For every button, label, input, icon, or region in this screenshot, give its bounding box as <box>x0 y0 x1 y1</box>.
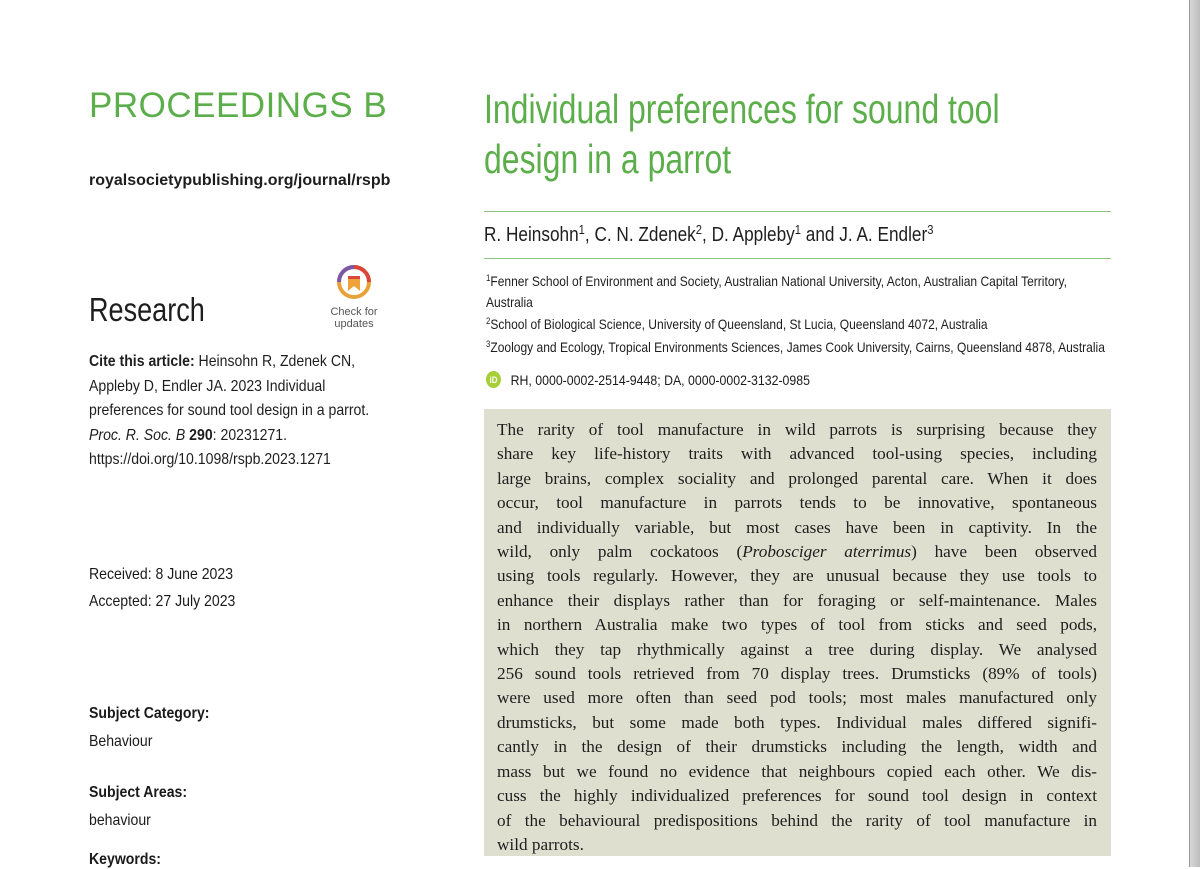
abstract-line: cuss the highly individualized preferences for sound tool design in context <box>497 786 1097 806</box>
author-name[interactable]: J. A. Endler <box>839 224 928 246</box>
abstract-line: drumsticks, but some made both types. Individual males differed signifi- <box>497 712 1097 732</box>
author-aff: 1 <box>578 221 585 237</box>
abstract-line: using tools regularly. However, they are unusual because they use tools to <box>497 566 1097 586</box>
subject-category-label: Subject Category: <box>89 705 210 722</box>
check-updates-icon <box>337 265 371 299</box>
check-for-updates-button[interactable] <box>326 265 382 330</box>
abstract-line: large brains, complex sociality and prolonged parental care. When it does <box>497 468 1097 488</box>
subject-areas-value[interactable]: behaviour <box>89 812 151 829</box>
cite-label: Cite this article: <box>89 353 195 370</box>
orcid-icon[interactable]: iD <box>486 371 501 388</box>
affiliation-3 <box>486 337 1105 358</box>
dates <box>89 561 235 615</box>
abstract-line: of the behavioural predispositions behind the rarity of tool manufacture in <box>497 810 1097 830</box>
abstract-line: wild parrots. <box>497 834 584 854</box>
title-rule <box>484 211 1111 212</box>
abstract-line: wild, only palm cockatoos (Probosciger aterrimus) have been observed <box>497 542 1097 562</box>
author-sep: and <box>800 224 840 246</box>
abstract-line: cantly in the design of their drumsticks including the length, width and <box>497 737 1097 757</box>
cite-journal: Proc. R. Soc. B <box>89 426 186 444</box>
page-edge-line <box>1189 0 1190 867</box>
cite-article: : 20231271. <box>212 426 288 444</box>
affiliation-text: Fenner School of Environment and Society, Australian National University, Acton, Australian Capital Territory, <box>490 273 1068 289</box>
journal-brand: PROCEEDINGS B <box>89 86 388 125</box>
article-title <box>484 84 1000 184</box>
page-edge <box>1190 0 1200 867</box>
cite-block <box>89 350 371 473</box>
section-heading: Research <box>89 291 205 328</box>
author-sep: , <box>701 224 712 246</box>
cite-volume: 290 <box>189 426 213 444</box>
subject-areas-label: Subject Areas: <box>89 784 188 801</box>
cite-text: Heinsohn R, Zdenek CN, Appleby D, Endler JA. 2023 Individual preferences for sound tool design in a parrot. <box>89 353 370 419</box>
journal-url[interactable]: royalsocietypublishing.org/journal/rspb <box>89 172 391 189</box>
subject-areas <box>89 779 187 835</box>
abstract-line: mass but we found no evidence that neighbours copied each other. We dis- <box>497 761 1097 781</box>
author-list <box>484 221 934 247</box>
author-aff: 1 <box>794 221 801 237</box>
orcid-row <box>486 371 810 388</box>
abstract-line: share key life-history traits with advanced tool-using species, including <box>497 444 1097 464</box>
keywords-label: Keywords: <box>89 851 161 868</box>
abstract-text <box>497 418 1097 857</box>
affiliation-text: Australia <box>486 294 533 310</box>
abstract-line: 256 sound tools retrieved from 70 display trees. Drumsticks (89% of tools) <box>497 664 1097 684</box>
abstract-line: were used more often than seed pod tools; most males manufactured only <box>497 688 1097 708</box>
subject-category-value: Behaviour <box>89 733 153 750</box>
author-name[interactable]: C. N. Zdenek <box>594 224 696 246</box>
author-name[interactable]: R. Heinsohn <box>484 224 579 246</box>
accepted-date: Accepted: 27 July 2023 <box>89 593 236 610</box>
title-line-2: design in a parrot <box>484 136 732 182</box>
affiliation-num: 2 <box>486 316 491 326</box>
abstract-box <box>484 409 1111 856</box>
check-updates-label: Check for updates <box>330 306 378 330</box>
abstract-line: The rarity of tool manufacture in wild parrots is surprising because they <box>497 420 1097 439</box>
cite-doi[interactable]: https://doi.org/10.1098/rspb.2023.1271 <box>89 451 331 468</box>
abstract-line: occur, tool manufacture in parrots tends to be innovative, spontaneous <box>497 493 1097 513</box>
title-line-1: Individual preferences for sound tool <box>484 86 1000 132</box>
authors-rule <box>484 258 1111 259</box>
received-date: Received: 8 June 2023 <box>89 566 234 583</box>
abstract-line: and individually variable, but most cases have been in captivity. In the <box>497 517 1097 537</box>
abstract-line: in northern Australia make two types of tool from sticks and seed pods, <box>497 615 1097 635</box>
affiliation-num: 3 <box>486 339 491 349</box>
affiliation-text: Zoology and Ecology, Tropical Environments Sciences, James Cook University, Cairns, Queensland 4878, Australia <box>490 339 1105 355</box>
abstract-line: enhance their displays rather than for foraging or self-maintenance. Males <box>497 590 1097 610</box>
author-sep: , <box>584 224 595 246</box>
affiliation-1 <box>486 271 1067 313</box>
subject-category <box>89 700 209 756</box>
affiliation-num: 1 <box>486 273 491 283</box>
affiliation-2 <box>486 314 988 335</box>
orcid-ids: RH, 0000-0002-2514-9448; DA, 0000-0002-3132-0985 <box>510 371 810 388</box>
author-name[interactable]: D. Appleby <box>711 224 795 246</box>
affiliation-text: School of Biological Science, University of Queensland, St Lucia, Queensland 4072, Australia <box>490 316 988 332</box>
author-aff: 3 <box>927 221 934 237</box>
author-aff: 2 <box>695 221 702 237</box>
abstract-line: which they tap rhythmically against a tree during display. We analysed <box>497 639 1097 659</box>
